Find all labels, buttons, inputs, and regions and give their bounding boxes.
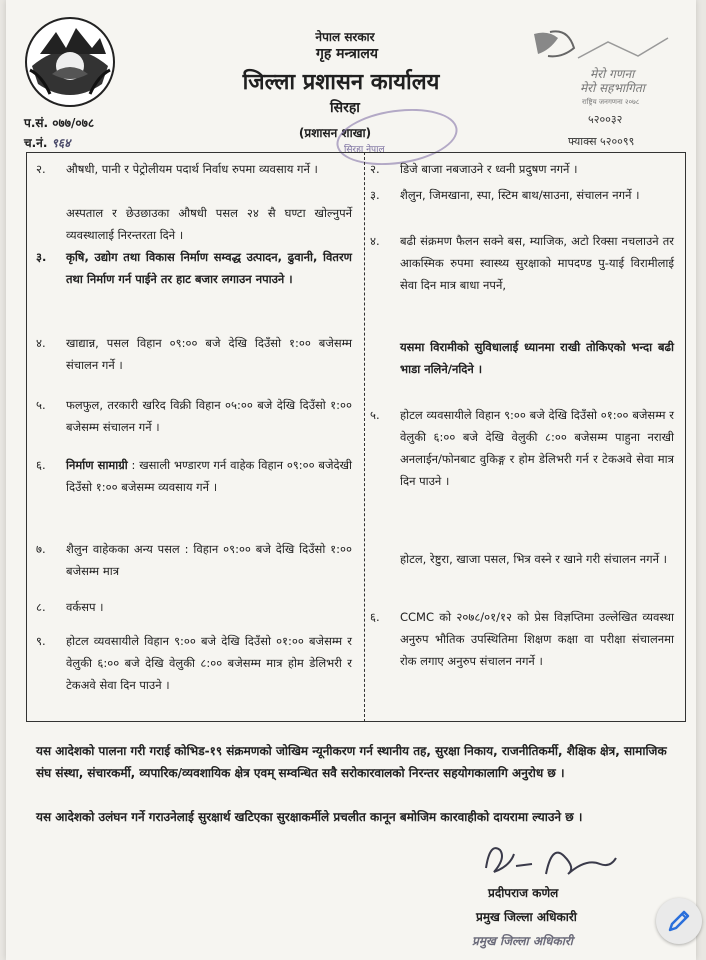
fax-label: फ्याक्स	[568, 135, 597, 148]
reference-cn	[24, 134, 70, 151]
census-logo-line3: राष्ट्रिय जनगणना २०७८	[582, 98, 640, 106]
column-divider	[364, 152, 365, 722]
item-text: बढी संक्रमण फैलन सक्ने बस, म्याजिक, अटो रिक्सा नचलाउने तर आकस्मिक रुपमा स्वास्थ्य सुरक्षाको मापदण्ड पु-याई विरामीलाई सेवा दिन मात्र बाधा नपर्ने,	[400, 234, 674, 292]
right-item-3	[370, 184, 674, 206]
left-item-5	[36, 394, 352, 438]
item-text: फलफुल, तरकारी खरिद विक्री विहान ०५:०० बजे देखि दिउँसो १:०० बजेसम्म संचालन गर्ने ।	[66, 398, 352, 434]
right-item-5	[370, 404, 674, 492]
right-item-4-note	[400, 336, 674, 380]
signer-name: प्रदीपराज कणेल	[488, 886, 559, 900]
item-number: ५.	[36, 398, 46, 412]
item-text: खाद्यान्न, पसल विहान ०९:०० बजे देखि दिउँसो १:०० बजेसम्म संचालन गर्ने ।	[66, 336, 352, 372]
header-district: सिरहा	[330, 100, 360, 116]
reference-ps-value: ०७७/०७८	[52, 116, 95, 130]
item-number: ४.	[36, 336, 46, 350]
header-office: जिल्ला प्रशासन कार्यालय	[242, 70, 440, 95]
item-number: ६.	[370, 610, 380, 624]
item-text: : खसाली भण्डारण गर्न वाहेक विहान ०९:०० बजेदेखी दिउँसो १:०० बजेसम्म व्यवसाय गर्ने ।	[66, 458, 352, 494]
reference-cn-value: ९६४	[51, 136, 71, 150]
item-text: वर्कसप ।	[66, 600, 104, 614]
item-number: ५.	[370, 408, 380, 422]
item-number: ६.	[36, 458, 46, 472]
left-item-7	[36, 538, 352, 582]
right-item-2	[370, 158, 674, 180]
item-number: ७.	[36, 542, 46, 556]
left-item-2-note	[66, 202, 352, 246]
item-text: होटल व्यवसायीले विहान ९:०० बजे देखि दिउँसो ०१:०० बजेसम्म र वेलुकी ६:०० बजे देखि वेलुकी ८:०० बजेसम्म पाहुना नराखी अनलाईन/फोनबाट वुकिङ्ग र होम डेलिभरी गर्न र टेकअवे सेवा मात्र दिन पाउने ।	[400, 408, 674, 488]
item-text: अस्पताल र छेउछाउका औषधी पसल २४ सै घण्टा खोल्नुपर्ने व्यवस्थालाई निरन्तरता दिने ।	[66, 206, 352, 242]
reference-ps-label: प.सं.	[24, 116, 49, 130]
item-text: यसमा विरामीको सुविधालाई ध्यानमा राखी तोकिएको भन्दा बढी भाडा नलिने/नदिने ।	[400, 340, 674, 376]
phone-number: ५२००३२	[588, 113, 623, 126]
reference-ps	[24, 114, 94, 131]
item-number: ३.	[36, 250, 47, 264]
item-text: होटल, रेष्टुरा, खाजा पसल, भित्र वस्ने र खाने गरी संचालन नगर्ने ।	[400, 552, 667, 566]
signature-icon	[476, 838, 636, 886]
office-stamp-text: सिरहा नेपाल	[344, 145, 385, 155]
item-number: ३.	[370, 188, 380, 202]
item-text: CCMC को २०७८/०१/१२ को प्रेस विज्ञप्तिमा उल्लेखित व्यवस्था अनुरुप भौतिक उपस्थितिमा शिक्षण कक्षा वा परीक्षा संचालनमा रोक लगाए अनुरुप संचालन नगर्ने ।	[400, 610, 674, 668]
item-number: २.	[36, 162, 46, 176]
warning-paragraph: यस आदेशको उलंघन गर्ने गराउनेलाई सुरक्षार्थ खटिएका सुरक्षाकर्मीले प्रचलीत कानून बमोजिम कारवाहीको दायरामा ल्याउने छ ।	[36, 810, 583, 824]
left-item-4	[36, 332, 352, 376]
item-number: ४.	[370, 234, 380, 248]
right-item-5-note	[400, 548, 674, 570]
census-logo-line2: मेरो सहभागिता	[580, 81, 645, 95]
item-text: डिजे बाजा नबजाउने र ध्वनी प्रदुषण नगर्ने ।	[400, 162, 578, 176]
left-item-2	[36, 158, 352, 180]
census-logo-line1: मेरो गणना	[590, 67, 635, 81]
edit-button[interactable]	[656, 898, 702, 944]
fax-line	[568, 134, 634, 149]
pencil-icon	[656, 898, 702, 944]
item-number: २.	[370, 162, 380, 176]
item-label: निर्माण सामाग्री	[66, 458, 128, 472]
item-text: होटल व्यवसायीले विहान ९:०० बजे देखि दिउँसो ०१:०० बजेसम्म र वेलुकी ६:०० बजे देखि वेलुकी ८:०० बजेसम्म मात्र होम डेलिभरी र टेकअवे सेवा दिन पाउने ।	[66, 634, 352, 692]
left-item-3	[36, 246, 352, 290]
left-item-9	[36, 630, 352, 696]
appeal-paragraph: यस आदेशको पालना गरी गराई कोभिड-१९ संक्रमणको जोखिम न्यूनीकरण गर्न स्थानीय तह, सुरक्षा निकाय, राजनीतिकर्मी, शैक्षिक क्षेत्र, सामाजिक संघ संस्था, संचारकर्मी, व्यपारिक/व्यवशायिक क्षेत्र एवम् सम्वन्धित सवै सरोकारवालको निरन्तर सहयोगकालागि अनुरोध छ ।	[36, 744, 667, 780]
item-text: औषधी, पानी र पेट्रोलीयम पदार्थ निर्वाध रुपमा व्यवसाय गर्ने ।	[66, 162, 318, 176]
item-number: ९.	[36, 634, 46, 648]
item-text: कृषि, उद्योग तथा विकास निर्माण सम्वद्ध उत्पादन, ढुवानी, वितरण तथा निर्माण गर्न पाईने तर हाट बजार लगाउन नपाउने ।	[66, 250, 352, 286]
header-government: नेपाल सरकार	[315, 30, 375, 44]
fax-number: ५२००९९	[600, 135, 635, 148]
item-text: शैलुन, जिमखाना, स्पा, स्टिम बाथ/साउना, संचालन नगर्ने ।	[400, 188, 640, 202]
left-item-8	[36, 596, 352, 618]
header-branch: (प्रशासन शाखा)	[298, 126, 372, 140]
signer-title: प्रमुख जिल्ला अधिकारी	[476, 910, 577, 924]
item-text: शैलुन वाहेकका अन्य पसल : विहान ०९:०० बजे देखि दिउँसो १:०० बजेसम्म मात्र	[66, 542, 352, 578]
reference-cn-label: च.नं.	[24, 136, 48, 150]
right-item-4	[370, 230, 674, 296]
right-item-6	[370, 606, 674, 672]
left-item-6	[36, 454, 352, 498]
item-number: ८.	[36, 600, 46, 614]
header-ministry: गृह मन्त्रालय	[315, 46, 379, 62]
signer-stamp-title: प्रमुख जिल्ला अधिकारी	[472, 934, 573, 948]
